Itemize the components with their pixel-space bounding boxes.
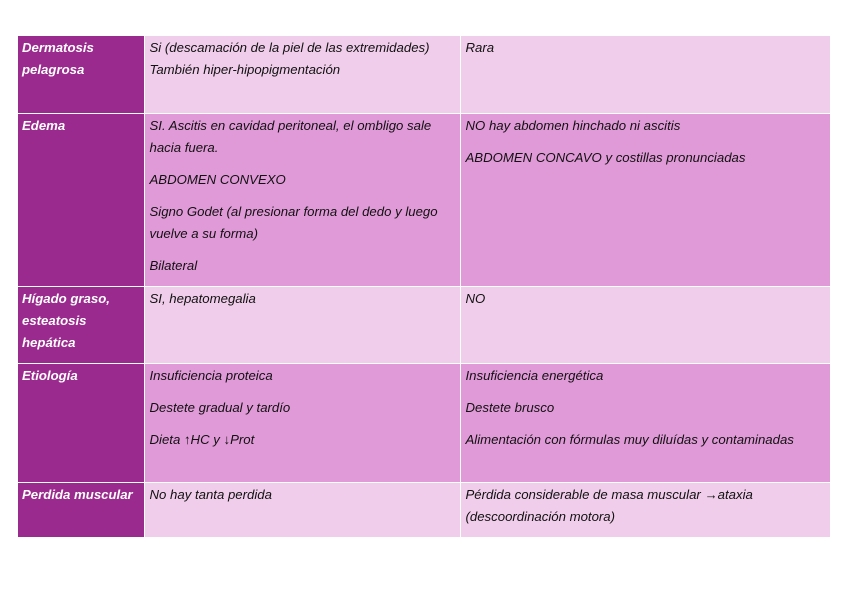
- cell-text: SI. Ascitis en cavidad peritoneal, el ombligo sale hacia fuera.: [149, 117, 432, 155]
- cell-text: Si (descamación de la piel de las extremidades) También hiper-hipopigmentación: [149, 40, 430, 77]
- comparison-table: [18, 36, 831, 538]
- row-header: Perdida muscular: [22, 486, 133, 502]
- row-header: Hígado graso, esteatosis hepática: [22, 290, 110, 350]
- table-cell: [460, 113, 830, 286]
- row-header-cell: [18, 36, 144, 113]
- cell-text: SI, hepatomegalia: [149, 290, 256, 306]
- cell-text: Destete gradual y tardío: [149, 399, 291, 415]
- table-cell: [460, 363, 830, 482]
- cell-text: Insuficiencia energética: [465, 367, 604, 383]
- table-cell: [144, 113, 460, 286]
- cell-text: Dieta ↑HC y ↓Prot: [149, 431, 255, 447]
- cell-text: NO: [465, 290, 486, 306]
- cell-text: No hay tanta perdida: [149, 486, 272, 502]
- cell-text: ABDOMEN CONVEXO: [149, 171, 286, 187]
- table-cell: [460, 36, 830, 113]
- table-cell: [460, 482, 830, 537]
- cell-text: Insuficiencia proteica: [149, 367, 273, 383]
- cell-text: ABDOMEN CONCAVO y costillas pronunciadas: [465, 149, 746, 165]
- row-header: Dermatosis pelagrosa: [22, 40, 94, 77]
- table-cell: [144, 286, 460, 363]
- table-row: [18, 36, 830, 113]
- table-row: [18, 482, 830, 537]
- cell-text: Rara: [465, 40, 495, 55]
- cell-text: Pérdida considerable de masa muscular →ataxia (descoordinación motora): [465, 486, 753, 524]
- row-header-cell: [18, 286, 144, 363]
- table-row: [18, 363, 830, 482]
- row-header: Etiología: [22, 367, 78, 383]
- table-row: [18, 286, 830, 363]
- cell-text: Destete brusco: [465, 399, 555, 415]
- cell-text: NO hay abdomen hinchado ni ascitis: [465, 117, 681, 133]
- row-header-cell: [18, 482, 144, 537]
- table-cell: [144, 482, 460, 537]
- row-header-cell: [18, 363, 144, 482]
- cell-text: Alimentación con fórmulas muy diluídas y contaminadas: [465, 431, 794, 447]
- cell-text: Bilateral: [149, 257, 198, 273]
- table-cell: [144, 36, 460, 113]
- table-cell: [144, 363, 460, 482]
- row-header: Edema: [22, 117, 66, 133]
- table-row: [18, 113, 830, 286]
- cell-text: Signo Godet (al presionar forma del dedo y luego vuelve a su forma): [149, 203, 438, 241]
- row-header-cell: [18, 113, 144, 286]
- table-cell: [460, 286, 830, 363]
